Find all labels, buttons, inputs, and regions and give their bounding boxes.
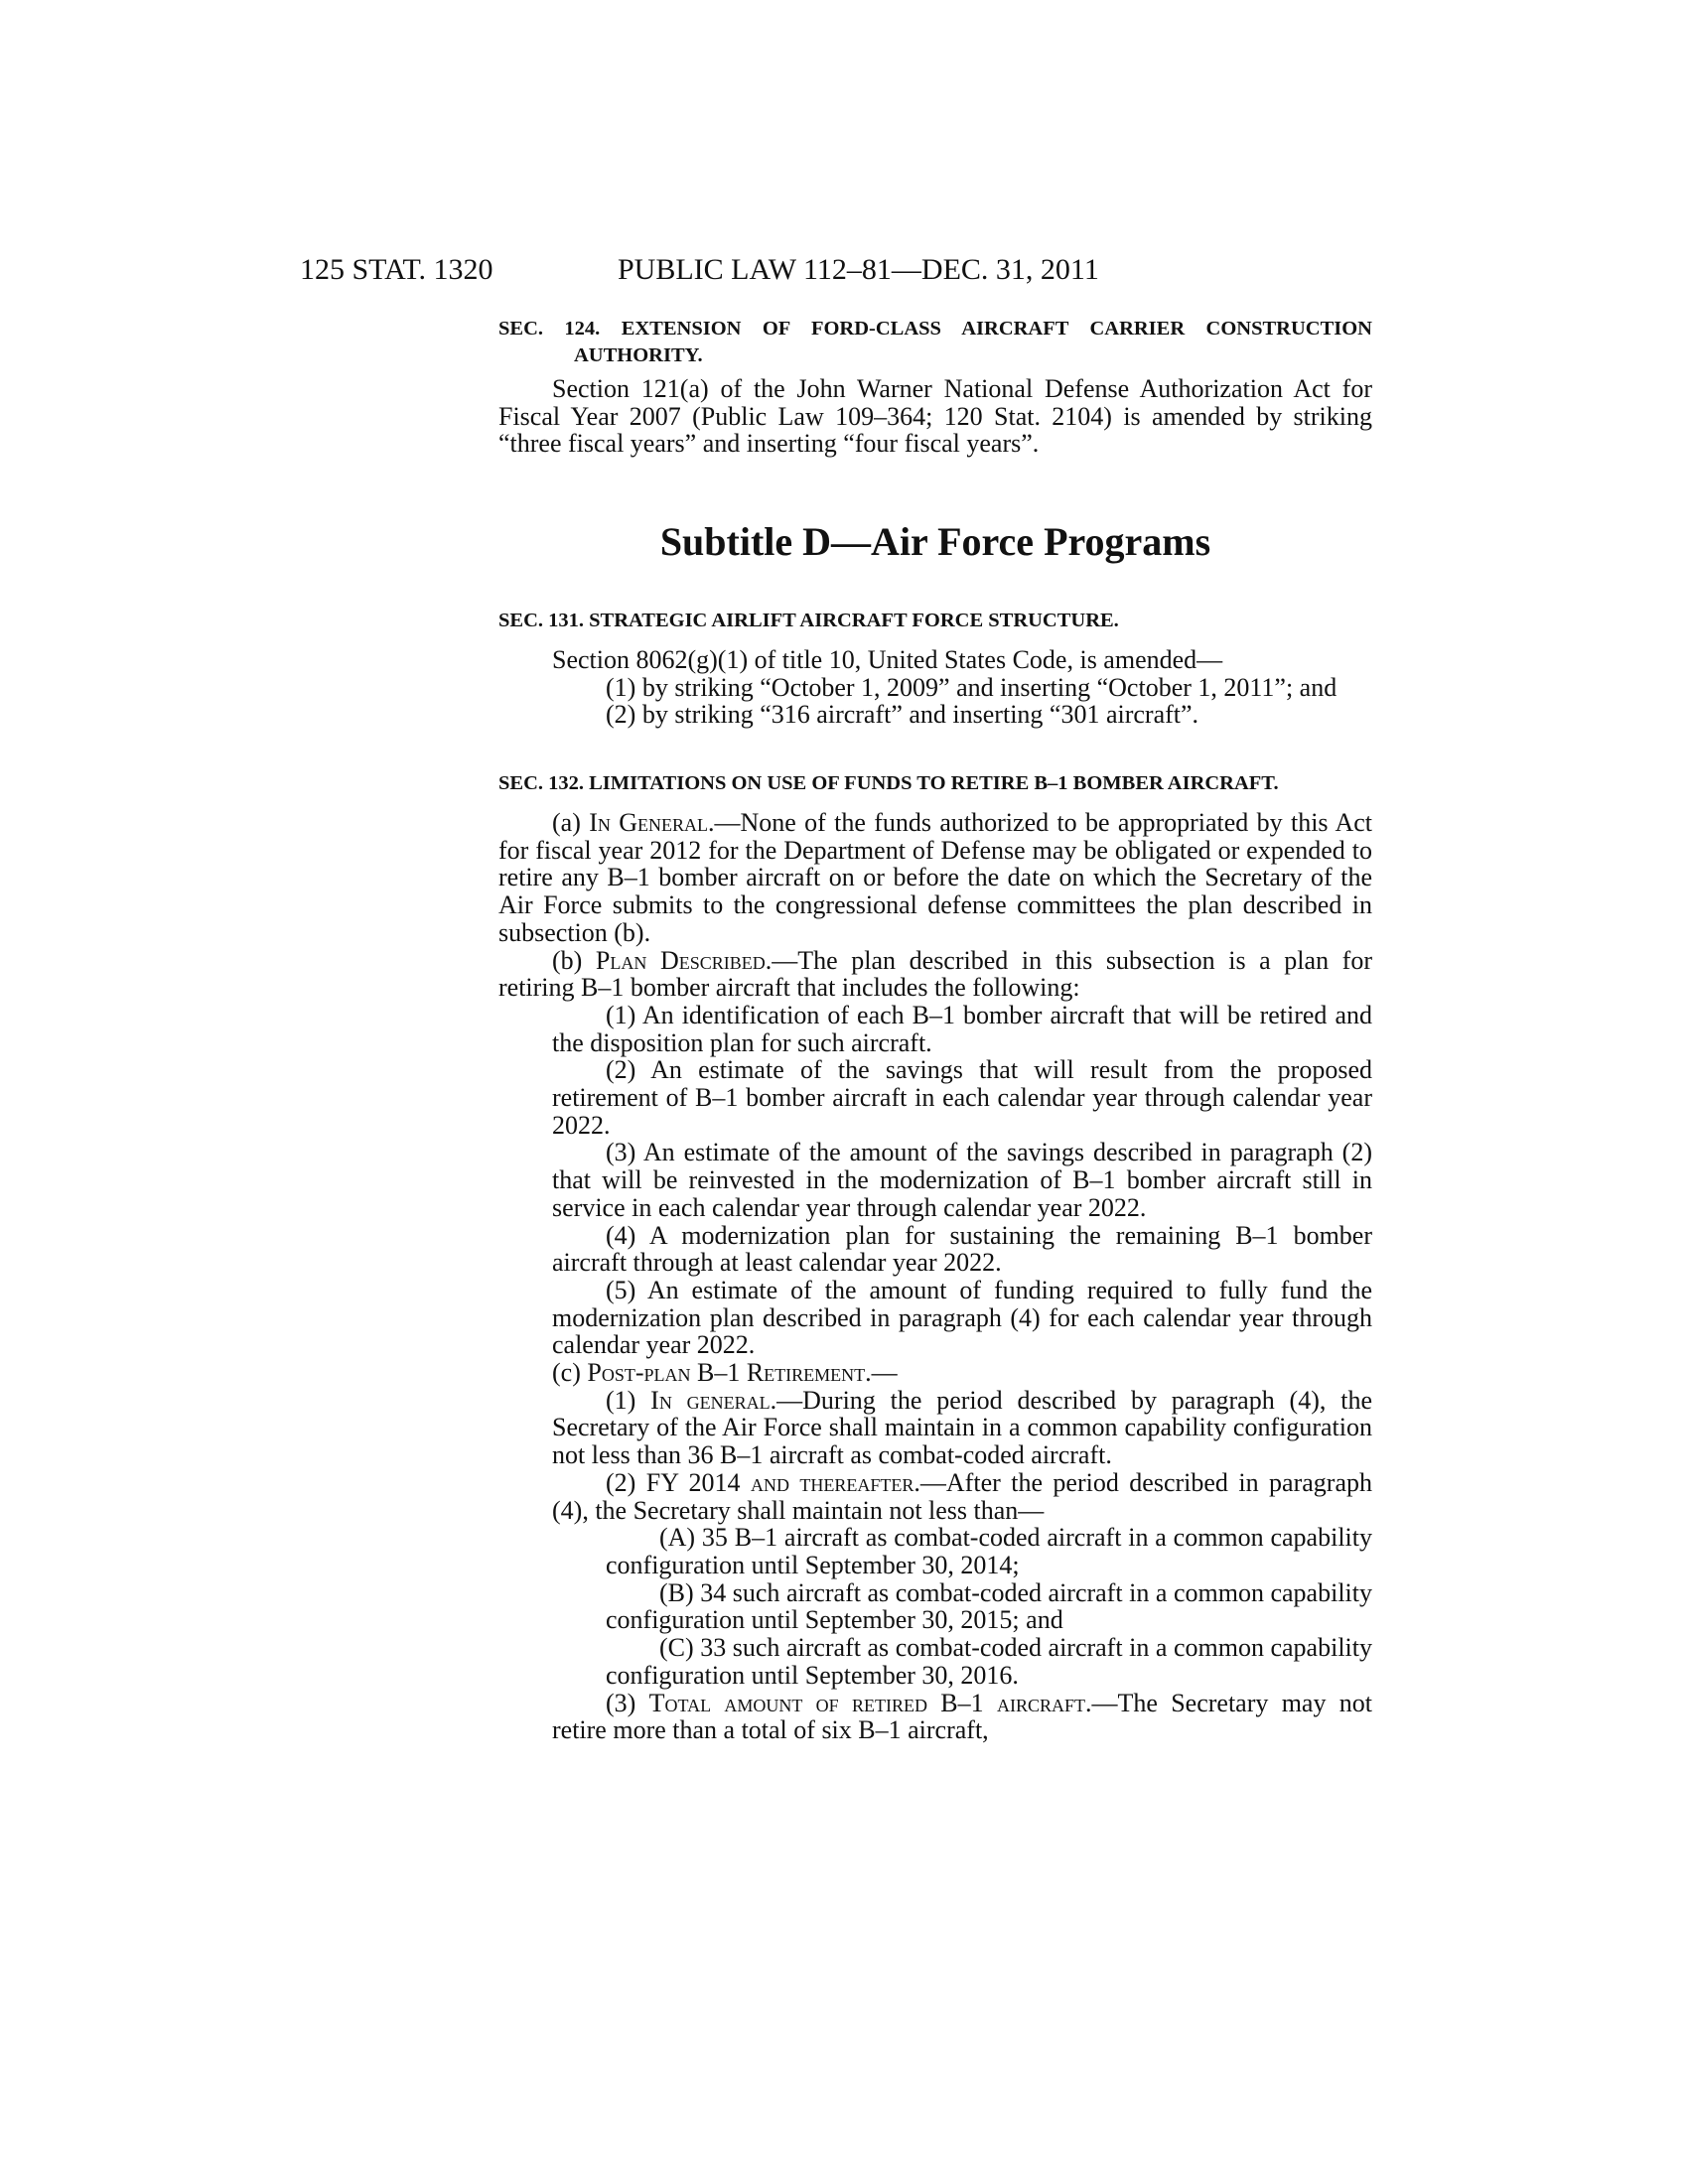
subparagraph-a: (A) 35 B–1 aircraft as combat-coded aircraft in a common capability configuration until September 30, 2014; (606, 1523, 1372, 1579)
page-header (300, 250, 1372, 290)
subsection-b-paragraph-1: (1) An identification of each B–1 bomber aircraft that will be retired and the disposition plan for such aircraft. (552, 1000, 1372, 1057)
c1-caption: In general (650, 1385, 771, 1415)
c2-label: (2) (606, 1467, 646, 1497)
sec-131-heading: SEC. 131. STRATEGIC AIRLIFT AIRCRAFT FORCE STRUCTURE. (498, 610, 1119, 631)
c2-text: .—After the period described in paragraph (4), the Secretary shall maintain not less than— (552, 1467, 1372, 1525)
subsection-b-label: (b) (552, 945, 596, 975)
subparagraph-b: (B) 34 such aircraft as combat-coded aircraft in a common capability configuration until September 30, 2015; and (606, 1577, 1372, 1635)
subsection-c-caption: Post-plan B–1 Retirement (587, 1358, 866, 1388)
subsection-b-paragraph-2: (2) An estimate of the savings that will result from the proposed retirement of B–1 bomber aircraft in each calendar year through calendar year 2022. (552, 1055, 1372, 1140)
subsection-a-text: .—None of the funds authorized to be appropriated by this Act for fiscal year 2012 for the Department of Defense may be obligated or expended to retire any B–1 bomber aircraft on or before the date on which the Secretary of the Air Force submits to the congressional defense committees the plan described in subsection (b). (498, 808, 1372, 947)
sec-132 (498, 770, 1372, 1744)
c3-caption: Total amount of retired B–1 aircraft (648, 1688, 1085, 1717)
subtitle-d (498, 518, 1372, 566)
subsection-c-label: (c) (552, 1358, 588, 1388)
sec-124 (498, 316, 1372, 458)
subsection-b-paragraph-4: (4) A modernization plan for sustaining the remaining B–1 bomber aircraft through at least calendar year 2022. (552, 1220, 1372, 1278)
subsection-c-paragraph-1 (498, 1387, 1372, 1469)
subsection-a (498, 809, 1372, 947)
sec-132-heading: SEC. 132. LIMITATIONS ON USE OF FUNDS TO RETIRE B–1 BOMBER AIRCRAFT. (498, 772, 1279, 794)
c2-caption: FY 2014 and thereafter (645, 1467, 914, 1497)
subsection-b-caption: Plan Described (595, 945, 766, 975)
c3-text: .—The Secretary may not retire more than a total of six B–1 aircraft, (552, 1688, 1372, 1745)
subsection-b-paragraph-5: (5) An estimate of the amount of funding required to fully fund the modernization plan described in paragraph (4) for each calendar year through calendar year 2022. (552, 1275, 1372, 1360)
subparagraph-c: (C) 33 such aircraft as combat-coded aircraft in a common capability configuration until September 30, 2016. (606, 1633, 1372, 1690)
sec-131-paragraph-1: (1) by striking “October 1, 2009” and inserting “October 1, 2011”; and (606, 672, 1337, 702)
sec-131-intro: Section 8062(g)(1) of title 10, United States Code, is amended— (552, 645, 1223, 674)
subsection-c-paragraph-2 (498, 1469, 1372, 1524)
c1-text: .—During the period described by paragraph (4), the Secretary of the Air Force shall maintain in a common capability configuration not less than 36 B–1 aircraft as combat-coded aircraft. (552, 1385, 1372, 1470)
sec-131 (498, 608, 1372, 729)
sec-131-paragraph-2: (2) by striking “316 aircraft” and inserting “301 aircraft”. (606, 700, 1199, 730)
subsection-a-label: (a) (552, 808, 590, 837)
stat-reference: 125 STAT. 1320 (300, 253, 493, 286)
subsection-b-text: .—The plan described in this subsection is a plan for retiring B–1 bomber aircraft that includes the following: (498, 945, 1372, 1003)
subsection-c (498, 1359, 1372, 1387)
sec-124-heading: SEC. 124. EXTENSION OF FORD-CLASS AIRCRAFT CARRIER CONSTRUCTION AUTHORITY. (498, 318, 1372, 366)
subtitle-heading: Subtitle D—Air Force Programs (659, 519, 1211, 564)
public-law-reference: PUBLIC LAW 112–81—DEC. 31, 2011 (618, 253, 1099, 286)
subsection-c-dash: .— (865, 1358, 898, 1388)
sec-124-text: Section 121(a) of the John Warner National Defense Authorization Act for Fiscal Year 2007 (Public Law 109–364; 120 Stat. 2104) is amended by striking “three fiscal years” and inserting “four fiscal years”. (498, 374, 1372, 459)
c3-label: (3) (606, 1688, 649, 1717)
subsection-b-paragraph-3: (3) An estimate of the amount of the savings described in paragraph (2) that will be reinvested in the modernization of B–1 bomber aircraft still in service in each calendar year through calendar year 2022. (552, 1138, 1372, 1222)
subsection-b (498, 947, 1372, 1002)
subsection-c-paragraph-3 (498, 1690, 1372, 1744)
c1-label: (1) (606, 1385, 651, 1415)
subsection-a-caption: In General (589, 808, 708, 837)
